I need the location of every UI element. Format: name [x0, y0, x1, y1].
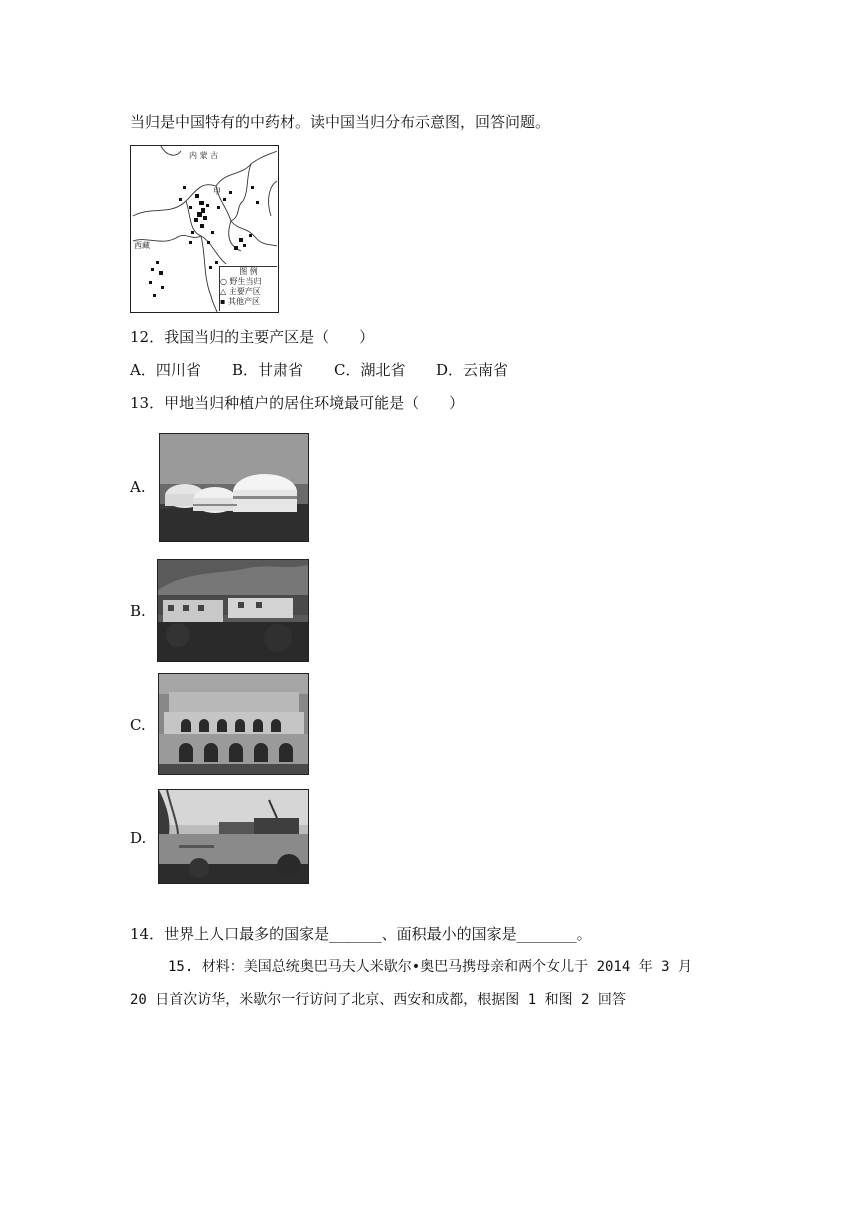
q12-stem: 12．我国当归的主要产区是（ ）	[130, 328, 375, 346]
legend-other-label: 其他产区	[227, 297, 260, 306]
q13-photo-yurts	[159, 433, 309, 542]
q12-option-d: D．云南省	[436, 361, 509, 379]
q13-photo-water-town	[158, 789, 309, 884]
legend-other: ▪ 其他产区	[220, 297, 260, 306]
q13-stem: 13．甲地当归种植户的居住环境最可能是（ ）	[130, 394, 465, 412]
q15-line1: 15. 材料：美国总统奥巴马夫人米歇尔•奥巴马携母亲和两个女儿于 2014 年 3 月	[168, 959, 693, 975]
q12-option-c: C．湖北省	[334, 361, 406, 379]
q13-option-b-label: B.	[130, 602, 146, 620]
map-label-tibet: 西藏	[134, 241, 150, 250]
legend-wild: ○ 野生当归	[220, 277, 262, 286]
legend-main: △ 主要产区	[220, 287, 261, 296]
intro-text: 当归是中国特有的中药材。读中国当归分布示意图，回答问题。	[130, 113, 551, 131]
q13-photo-houses	[157, 559, 309, 662]
q15-line2: 20 日首次访华，米歇尔一行访问了北京、西安和成都，根据图 1 和图 2 回答	[130, 992, 626, 1008]
map-label-inner-mongolia: 内 蒙 古	[189, 151, 219, 160]
q13-option-c-label: C.	[130, 716, 146, 734]
q14-stem: 14．世界上人口最多的国家是_______、面积最小的国家是________。	[130, 925, 592, 943]
legend-wild-label: 野生当归	[229, 277, 262, 286]
angelica-distribution-map	[130, 145, 279, 313]
q13-photo-cave-dwellings	[158, 673, 309, 775]
q13-option-a-label: A.	[130, 478, 146, 496]
q13-option-d-label: D.	[130, 829, 147, 847]
q12-option-b: B．甘肃省	[232, 361, 304, 379]
q12-option-a: A．四川省	[130, 361, 201, 379]
map-label-jia: 甲	[213, 187, 221, 196]
legend-title: 图 例	[239, 267, 258, 276]
map-legend	[219, 266, 277, 311]
legend-main-label: 主要产区	[228, 287, 261, 296]
